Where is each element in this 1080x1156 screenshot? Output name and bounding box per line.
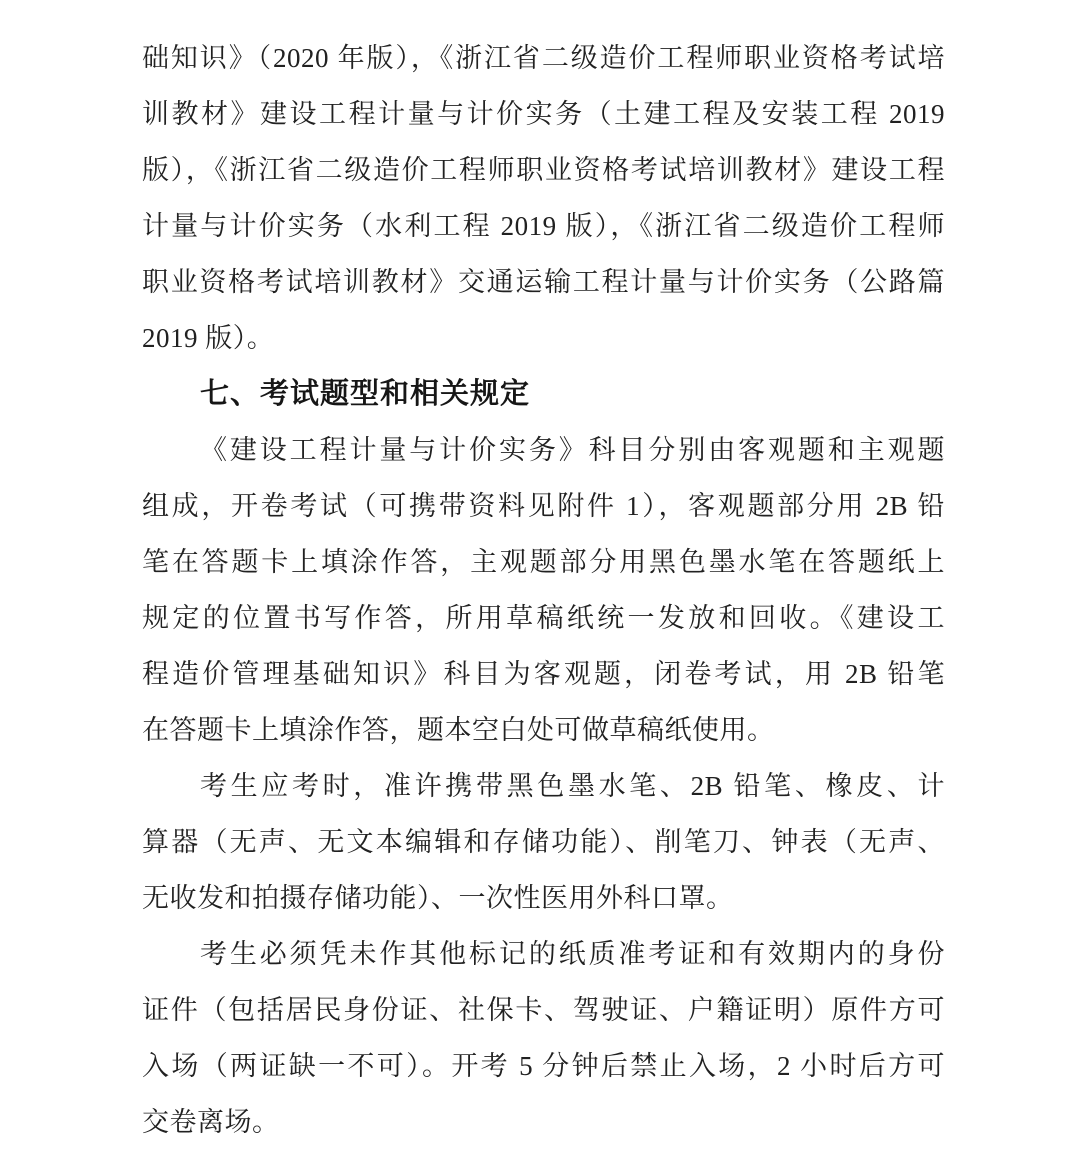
document-line: 算器（无声、无文本编辑和存储功能）、削笔刀、钟表（无声、 [142, 827, 945, 857]
document-line: 组成，开卷考试（可携带资料见附件 1），客观题部分用 2B 铅 [142, 491, 945, 521]
document-line: 入场（两证缺一不可）。开考 5 分钟后禁止入场，2 小时后方可 [142, 1051, 945, 1081]
document-line: 础知识》（2020 年版），《浙江省二级造价工程师职业资格考试培 [142, 43, 945, 73]
document-line: 程造价管理基础知识》科目为客观题，闭卷考试，用 2B 铅笔 [142, 659, 945, 689]
document-line: 无收发和拍摄存储功能）、一次性医用外科口罩。 [142, 883, 734, 913]
section-heading: 七、考试题型和相关规定 [200, 378, 531, 410]
document-line: 职业资格考试培训教材》交通运输工程计量与计价实务（公路篇 [142, 267, 945, 297]
document-line: 2019 版）。 [142, 323, 275, 353]
document-line: 交卷离场。 [142, 1107, 280, 1137]
document-line: 训教材》建设工程计量与计价实务（土建工程及安装工程 2019 [142, 99, 945, 129]
document-line: 版），《浙江省二级造价工程师职业资格考试培训教材》建设工程 [142, 155, 945, 185]
document-line: 考生应考时，准许携带黑色墨水笔、2B 铅笔、橡皮、计 [200, 771, 945, 801]
document-line: 规定的位置书写作答，所用草稿纸统一发放和回收。《建设工 [142, 603, 945, 633]
document-line: 计量与计价实务（水利工程 2019 版），《浙江省二级造价工程师 [142, 211, 945, 241]
document-line: 《建设工程计量与计价实务》科目分别由客观题和主观题 [200, 435, 945, 465]
document-line: 证件（包括居民身份证、社保卡、驾驶证、户籍证明）原件方可 [142, 995, 945, 1025]
document-line: 在答题卡上填涂作答，题本空白处可做草稿纸使用。 [142, 715, 775, 745]
document-line: 考生必须凭未作其他标记的纸质准考证和有效期内的身份 [200, 939, 945, 969]
document-line: 笔在答题卡上填涂作答，主观题部分用黑色墨水笔在答题纸上 [142, 547, 945, 577]
document-body [142, 30, 945, 1150]
